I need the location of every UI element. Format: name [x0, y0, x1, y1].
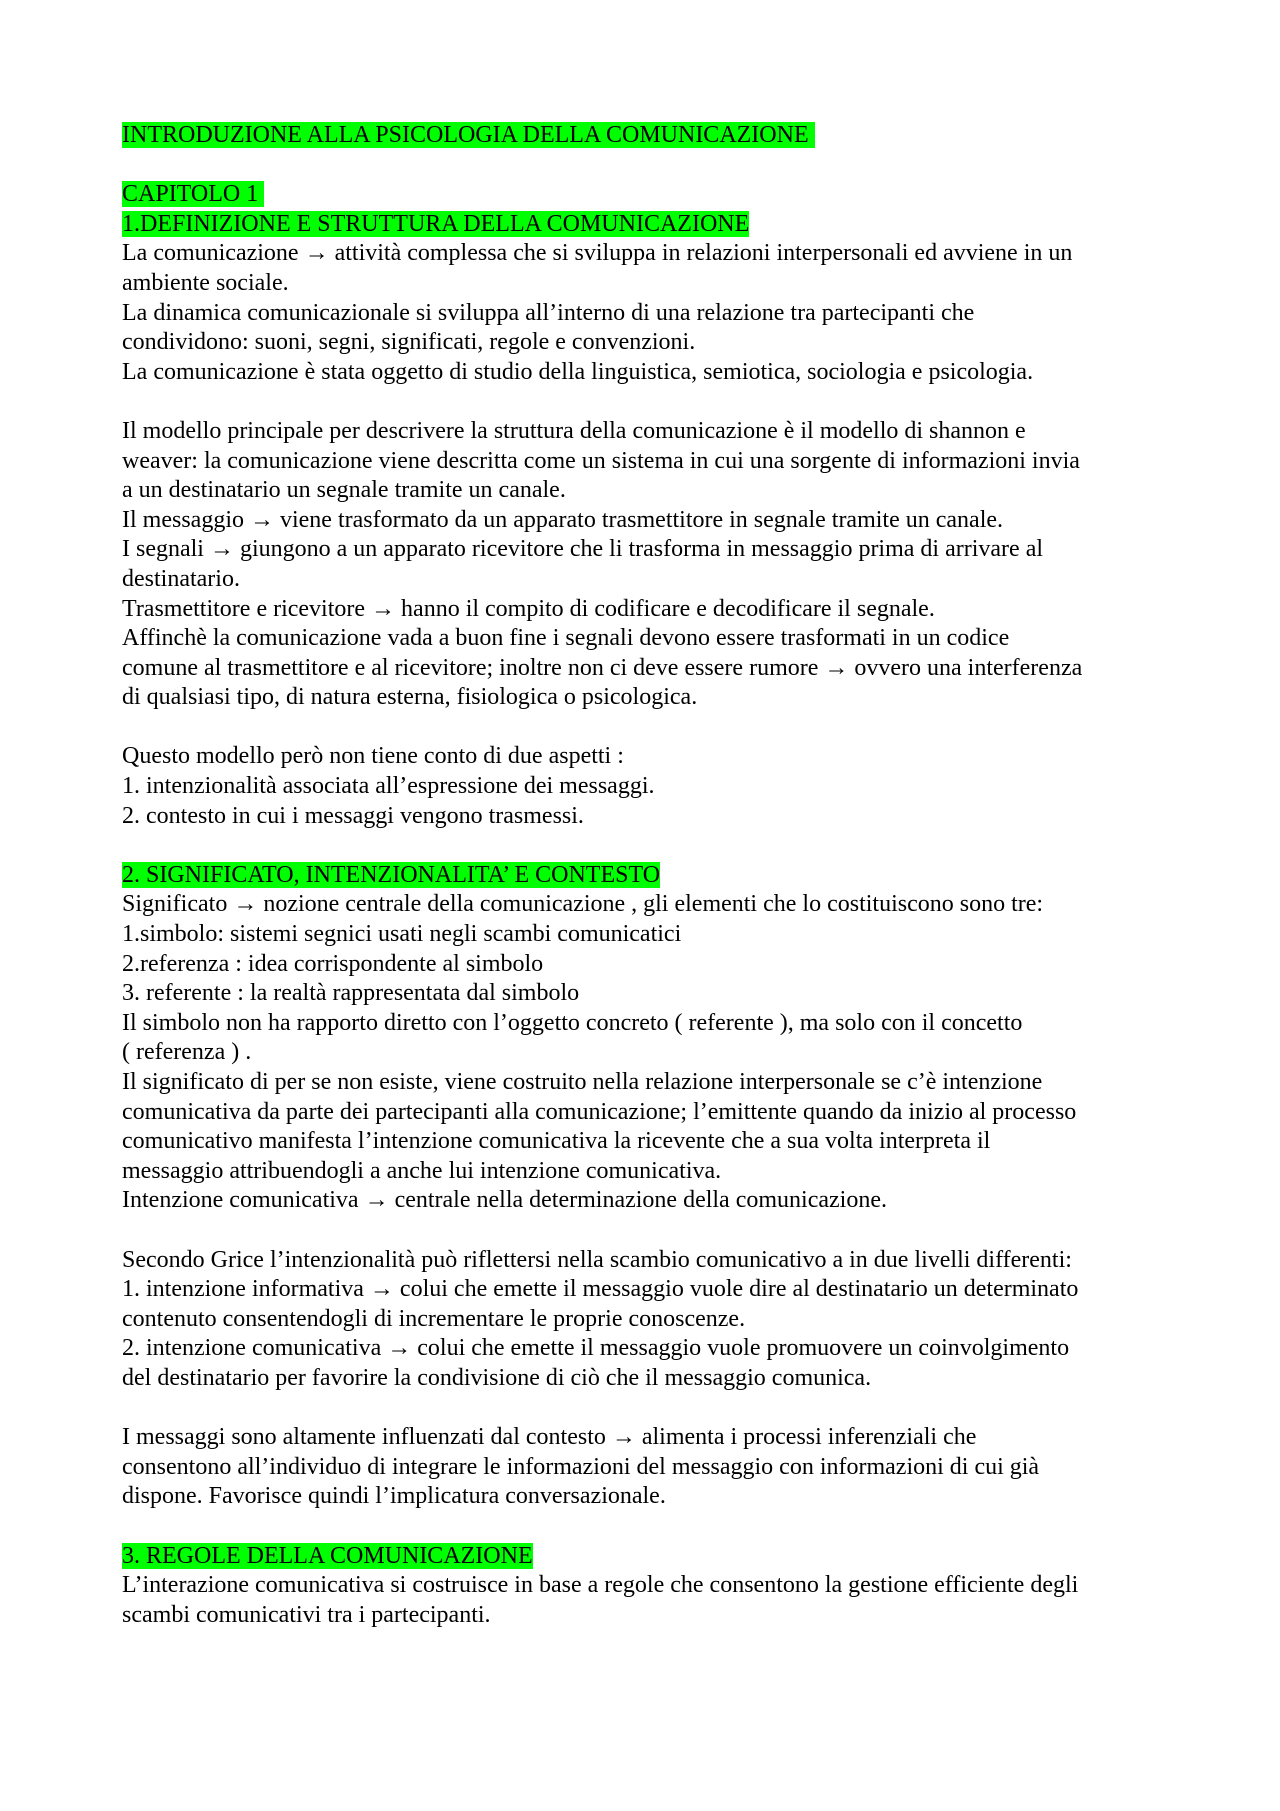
paragraph-line: consentono all’individuo di integrare le informazioni del messaggio con informazioni di cui già [122, 1453, 1040, 1480]
chapter-title: CAPITOLO 1 [122, 181, 259, 208]
section-heading: 1.DEFINIZIONE E STRUTTURA DELLA COMUNICAZIONE [122, 210, 750, 237]
spacer [122, 1216, 1172, 1246]
section-heading: 3. REGOLE DELLA COMUNICAZIONE [122, 1542, 533, 1569]
paragraph-line: La dinamica comunicazionale si sviluppa all’interno di una relazione tra partecipanti che [122, 299, 975, 326]
section-heading-line [122, 1542, 1172, 1572]
paragraph-line: contenuto consentendogli di incrementare le proprie conoscenze. [122, 1305, 746, 1332]
spacer [122, 1394, 1172, 1424]
paragraph-line: 2.referenza : idea corrispondente al simbolo [122, 950, 544, 977]
paragraph-line: messaggio attribuendogli a anche lui intenzione comunicativa. [122, 1157, 722, 1184]
section-heading: 2. SIGNIFICATO, INTENZIONALITA’ E CONTESTO [122, 861, 661, 888]
paragraph-line: dispone. Favorisce quindi l’implicatura conversazionale. [122, 1483, 666, 1510]
paragraph-line: La comunicazione → attività complessa che si sviluppa in relazioni interpersonali ed avviene in un [122, 240, 1073, 267]
paragraph-line: comune al trasmettitore e al ricevitore; inoltre non ci deve essere rumore → ovvero una interferenza [122, 654, 1083, 681]
paragraph-line: 2. contesto in cui i messaggi vengono trasmessi. [122, 802, 584, 829]
paragraph-line: Intenzione comunicativa → centrale nella determinazione della comunicazione. [122, 1187, 887, 1214]
paragraph-line: Il significato di per se non esiste, viene costruito nella relazione interpersonale se c’è intenzione [122, 1069, 1043, 1095]
paragraph-line: Significato → nozione centrale della comunicazione , gli elementi che lo costituiscono sono tre: [122, 891, 1044, 918]
paragraph-line: 1. intenzione informativa → colui che emette il messaggio vuole dire al destinatario un determinato [122, 1276, 1079, 1303]
paragraph-line: Trasmettitore e ricevitore → hanno il compito di codificare e decodificare il segnale. [122, 595, 935, 622]
spacer [122, 151, 1172, 181]
paragraph-line: comunicativo manifesta l’intenzione comunicativa la ricevente che a sua volta interpreta il [122, 1128, 991, 1155]
paragraph-line: I messaggi sono altamente influenzati dal contesto → alimenta i processi inferenziali che [122, 1424, 977, 1451]
paragraph-line: destinatario. [122, 565, 240, 592]
document-page [122, 121, 1172, 1630]
paragraph-line: a un destinatario un segnale tramite un canale. [122, 477, 566, 504]
spacer [122, 831, 1172, 861]
spacer [122, 387, 1172, 417]
paragraph-line: ambiente sociale. [122, 269, 289, 296]
chapter-title-line [122, 180, 1172, 210]
document-title: INTRODUZIONE ALLA PSICOLOGIA DELLA COMUNICAZIONE [122, 122, 809, 148]
section-heading-line [122, 210, 1172, 240]
paragraph-line: condividono: suoni, segni, significati, regole e convenzioni. [122, 329, 696, 356]
paragraph-line: 3. referente : la realtà rappresentata dal simbolo [122, 980, 580, 1007]
paragraph-line: comunicativa da parte dei partecipanti alla comunicazione; l’emittente quando da inizio al processo [122, 1098, 1077, 1125]
document-title-line [122, 121, 1172, 151]
paragraph-line: Secondo Grice l’intenzionalità può riflettersi nella scambio comunicativo a in due livelli differenti: [122, 1246, 1072, 1273]
paragraph-line: Questo modello però non tiene conto di due aspetti : [122, 743, 624, 770]
paragraph-line: L’interazione comunicativa si costruisce in base a regole che consentono la gestione efficiente degli [122, 1572, 1079, 1599]
paragraph-line: I segnali → giungono a un apparato ricevitore che li trasforma in messaggio prima di arrivare al [122, 536, 1044, 563]
paragraph-line: 1. intenzionalità associata all’espressione dei messaggi. [122, 773, 655, 800]
paragraph-line: 1.simbolo: sistemi segnici usati negli scambi comunicatici [122, 921, 682, 948]
paragraph-line: del destinatario per favorire la condivisione di ciò che il messaggio comunica. [122, 1364, 872, 1391]
paragraph-line: scambi comunicativi tra i partecipanti. [122, 1601, 491, 1628]
paragraph-line: Il modello principale per descrivere la struttura della comunicazione è il modello di shannon e [122, 417, 1026, 444]
paragraph-line: di qualsiasi tipo, di natura esterna, fisiologica o psicologica. [122, 684, 698, 711]
spacer [122, 713, 1172, 743]
paragraph-line: Affinchè la comunicazione vada a buon fine i segnali devono essere trasformati in un codice [122, 625, 1010, 652]
paragraph-line: Il messaggio → viene trasformato da un apparato trasmettitore in segnale tramite un canale. [122, 506, 1004, 533]
section-heading-line [122, 861, 1172, 891]
paragraph-line: Il simbolo non ha rapporto diretto con l’oggetto concreto ( referente ), ma solo con il concetto [122, 1009, 1023, 1036]
paragraph-line: ( referenza ) . [122, 1039, 252, 1066]
paragraph-line: weaver: la comunicazione viene descritta come un sistema in cui una sorgente di informazioni invia [122, 447, 1080, 474]
spacer [122, 1512, 1172, 1542]
paragraph-line: 2. intenzione comunicativa → colui che emette il messaggio vuole promuovere un coinvolgimento [122, 1335, 1070, 1362]
paragraph-line: La comunicazione è stata oggetto di studio della linguistica, semiotica, sociologia e psicologia. [122, 358, 1034, 385]
document-body [122, 210, 1172, 1631]
